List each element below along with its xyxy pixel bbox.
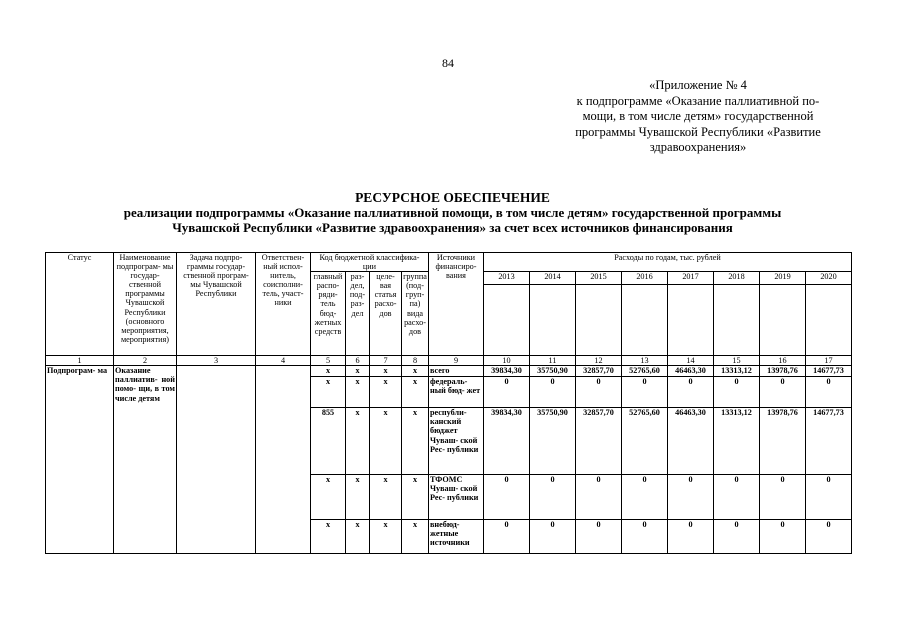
expense-value-cell: 46463,30: [668, 366, 714, 377]
appendix-line: «Приложение № 4: [649, 78, 747, 92]
column-number: 3: [177, 356, 256, 366]
title-subline: реализации подпрограммы «Оказание паллиативной помощи, в том числе детям» государственной программы: [123, 205, 782, 220]
expense-value-cell: 0: [668, 377, 714, 408]
budget-code-cell: x: [402, 377, 429, 408]
column-number: 13: [622, 356, 668, 366]
expense-value-cell: 0: [622, 475, 668, 520]
budget-code-cell: x: [370, 520, 402, 554]
header-year: 2016: [622, 272, 668, 285]
expense-value-cell: 0: [622, 377, 668, 408]
column-number: 2: [114, 356, 177, 366]
expense-value-cell: 0: [668, 520, 714, 554]
budget-code-cell: x: [311, 377, 346, 408]
header-year: 2019: [760, 272, 806, 285]
expense-value-cell: 0: [806, 377, 852, 408]
funding-source-cell: внебюд- жетные источники: [429, 520, 484, 554]
expense-value-cell: 0: [806, 520, 852, 554]
header-task: Задача подпро- граммы государ- ственной програм- мы Чувашской Республики: [177, 253, 256, 356]
expense-value-cell: 35750,90: [530, 366, 576, 377]
expense-value-cell: 52765,60: [622, 408, 668, 475]
funding-source-cell: федераль- ный бюд- жет: [429, 377, 484, 408]
budget-code-cell: x: [311, 520, 346, 554]
column-number: 8: [402, 356, 429, 366]
budget-code-cell: x: [346, 408, 370, 475]
header-year-spacer: [714, 285, 760, 356]
funding-source-cell: ТФОМС Чуваш- ской Рес- публики: [429, 475, 484, 520]
title-subline: Чувашской Республики «Развитие здравоохранения» за счет всех источников финансирования: [172, 220, 733, 235]
expense-value-cell: 14677,73: [806, 408, 852, 475]
column-number: 4: [256, 356, 311, 366]
expense-value-cell: 0: [668, 475, 714, 520]
expense-value-cell: 0: [760, 475, 806, 520]
page-number: 84: [442, 56, 454, 70]
table-row: [46, 366, 852, 377]
header-budget-code: Код бюджетной классифика- ции: [311, 253, 429, 272]
appendix-line: мощи, в том числе детям» государственной: [582, 109, 814, 123]
expense-value-cell: 0: [484, 475, 530, 520]
budget-code-cell: x: [311, 366, 346, 377]
budget-code-cell: x: [402, 408, 429, 475]
header-name: Наименование подпрограм- мы государ- ственной программы Чувашской Республики (основного мероприятия, мероприятия): [114, 253, 177, 356]
expense-value-cell: 0: [760, 377, 806, 408]
responsible-cell: [256, 366, 311, 554]
header-year: 2020: [806, 272, 852, 285]
expense-value-cell: 0: [576, 520, 622, 554]
budget-code-cell: x: [370, 377, 402, 408]
header-sources: Источники финансиро- вания: [429, 253, 484, 356]
expense-value-cell: 0: [576, 475, 622, 520]
budget-code-cell: x: [402, 475, 429, 520]
header-year-spacer: [530, 285, 576, 356]
column-number: 12: [576, 356, 622, 366]
funding-source-cell: всего: [429, 366, 484, 377]
header-year-spacer: [806, 285, 852, 356]
header-expenses: Расходы по годам, тыс. рублей: [484, 253, 852, 272]
header-year: 2014: [530, 272, 576, 285]
task-cell: [177, 366, 256, 554]
expense-value-cell: 0: [530, 377, 576, 408]
expense-value-cell: 0: [714, 377, 760, 408]
header-code-group: группа (под- груп- па) вида расхо- дов: [402, 272, 429, 356]
expense-value-cell: 13313,12: [714, 366, 760, 377]
budget-code-cell: x: [346, 366, 370, 377]
expense-value-cell: 0: [530, 475, 576, 520]
column-number: 11: [530, 356, 576, 366]
header-responsible: Ответствен- ный испол- нитель, соисполни- тель, участ- ники: [256, 253, 311, 356]
expense-value-cell: 32857,70: [576, 408, 622, 475]
column-number: 15: [714, 356, 760, 366]
header-year-spacer: [760, 285, 806, 356]
budget-code-cell: x: [346, 520, 370, 554]
expense-value-cell: 0: [760, 520, 806, 554]
expense-value-cell: 0: [576, 377, 622, 408]
header-year-spacer: [484, 285, 530, 356]
budget-code-cell: x: [311, 475, 346, 520]
expense-value-cell: 0: [622, 520, 668, 554]
expense-value-cell: 0: [806, 475, 852, 520]
header-year: 2015: [576, 272, 622, 285]
column-number: 10: [484, 356, 530, 366]
expense-value-cell: 52765,60: [622, 366, 668, 377]
column-number: 5: [311, 356, 346, 366]
budget-code-cell: 855: [311, 408, 346, 475]
column-number: 6: [346, 356, 370, 366]
header-year: 2013: [484, 272, 530, 285]
expense-value-cell: 0: [530, 520, 576, 554]
header-year: 2017: [668, 272, 714, 285]
appendix-line: здравоохранения»: [649, 140, 747, 154]
title-heading: РЕСУРСНОЕ ОБЕСПЕЧЕНИЕ: [355, 190, 550, 205]
appendix-note: [548, 78, 848, 156]
budget-code-cell: x: [346, 377, 370, 408]
expense-value-cell: 13978,76: [760, 408, 806, 475]
budget-code-cell: x: [370, 408, 402, 475]
budget-code-cell: x: [346, 475, 370, 520]
expense-value-cell: 0: [714, 475, 760, 520]
budget-code-cell: x: [402, 366, 429, 377]
column-number: 9: [429, 356, 484, 366]
expense-value-cell: 14677,73: [806, 366, 852, 377]
expense-value-cell: 0: [484, 377, 530, 408]
appendix-line: программы Чувашской Республики «Развитие: [575, 124, 821, 139]
expense-value-cell: 32857,70: [576, 366, 622, 377]
expense-value-cell: 13313,12: [714, 408, 760, 475]
column-number: 14: [668, 356, 714, 366]
header-year: 2018: [714, 272, 760, 285]
expense-value-cell: 13978,76: [760, 366, 806, 377]
column-numbers-row: [46, 356, 852, 366]
resource-table: [45, 252, 852, 554]
header-year-spacer: [622, 285, 668, 356]
expense-value-cell: 35750,90: [530, 408, 576, 475]
appendix-line: к подпрограмме «Оказание паллиативной по-: [576, 93, 820, 108]
expense-value-cell: 0: [714, 520, 760, 554]
budget-code-cell: x: [402, 520, 429, 554]
header-code-main: главный распо- ряди- тель бюд- жетных средств: [311, 272, 346, 356]
status-cell: Подпрограм- ма: [46, 366, 114, 554]
column-number: 16: [760, 356, 806, 366]
expense-value-cell: 46463,30: [668, 408, 714, 475]
column-number: 1: [46, 356, 114, 366]
budget-code-cell: x: [370, 475, 402, 520]
header-code-section: раз- дел, под- раз- дел: [346, 272, 370, 356]
header-year-spacer: [668, 285, 714, 356]
column-number: 17: [806, 356, 852, 366]
column-number: 7: [370, 356, 402, 366]
header-code-target: целе- вая статья расхо- дов: [370, 272, 402, 356]
expense-value-cell: 39834,30: [484, 366, 530, 377]
expense-value-cell: 39834,30: [484, 408, 530, 475]
subprogram-name-cell: Оказание паллиатив- ной помо- щи, в том числе детям: [114, 366, 177, 554]
expense-value-cell: 0: [484, 520, 530, 554]
document-title: [40, 190, 865, 235]
header-status: Статус: [46, 253, 114, 356]
budget-code-cell: x: [370, 366, 402, 377]
funding-source-cell: республи- канский бюджет Чуваш- ской Рес- публики: [429, 408, 484, 475]
header-year-spacer: [576, 285, 622, 356]
